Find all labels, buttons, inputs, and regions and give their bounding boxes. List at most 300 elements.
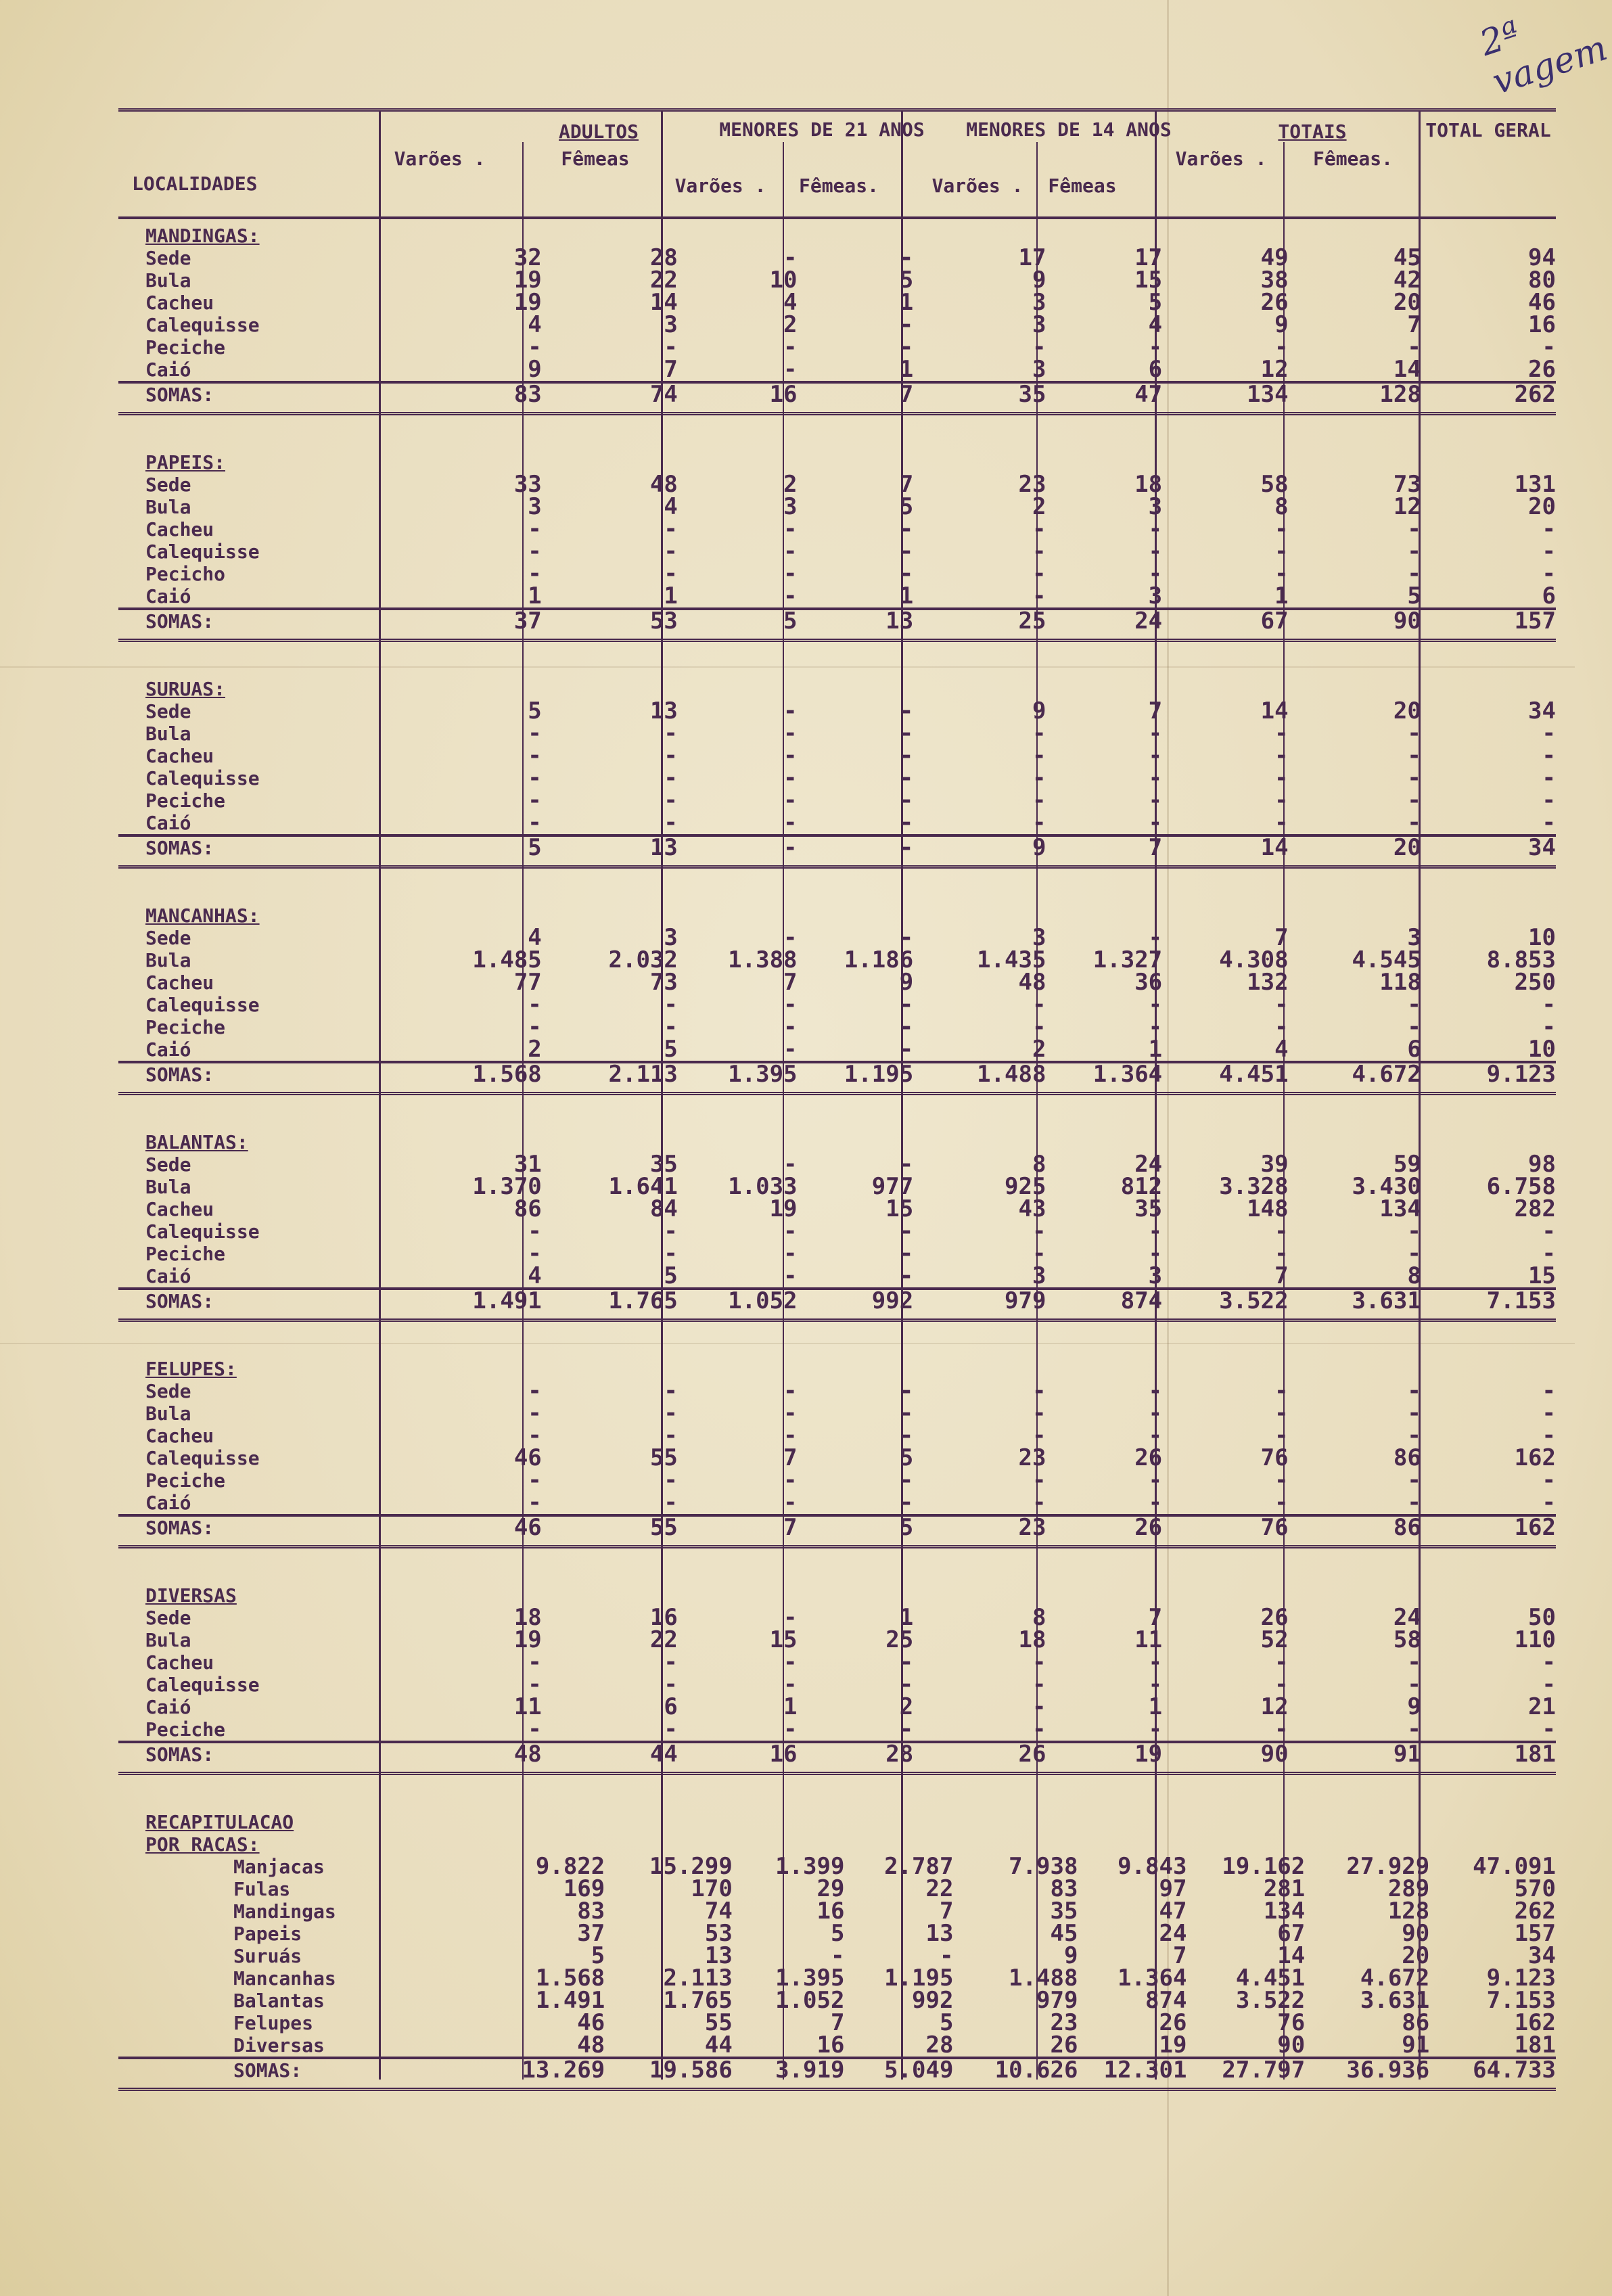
row-value: -: [899, 1240, 914, 1267]
row-value: -: [1274, 1013, 1289, 1040]
row-value: -: [1407, 1649, 1421, 1676]
row-value: 2: [1032, 493, 1046, 520]
row-value: -: [783, 809, 798, 836]
row-value: -: [664, 334, 678, 361]
row-value: 7.153: [1486, 1287, 1556, 1314]
row-value: -: [528, 787, 542, 814]
header-localidades: LOCALIDADES: [132, 173, 258, 195]
row-value: 42: [1393, 267, 1421, 294]
table-row: [118, 764, 1556, 791]
row-label: Peciche: [145, 1469, 226, 1492]
row-value: -: [1032, 334, 1046, 361]
row-value: 48: [577, 2031, 605, 2059]
row-value: 20: [1393, 834, 1421, 861]
row-value: -: [1032, 538, 1046, 565]
row-value: 3: [1032, 356, 1046, 383]
row-value: 1: [1148, 1693, 1163, 1720]
header-femeas-m14: Fêmeas: [1048, 175, 1117, 197]
row-value: -: [1274, 991, 1289, 1018]
row-value: -: [1274, 1489, 1289, 1516]
row-label: Caió: [145, 1038, 191, 1061]
row-value: -: [899, 1467, 914, 1494]
row-value: 12: [1393, 493, 1421, 520]
row-value: 20: [1528, 493, 1556, 520]
row-value: -: [783, 991, 798, 1018]
row-value: -: [664, 1013, 678, 1040]
row-value: -: [1032, 560, 1046, 587]
sub-column-line: [1283, 142, 1285, 2080]
row-value: 16: [816, 2031, 845, 2059]
row-label: Cacheu: [145, 1651, 214, 1674]
row-value: 5: [591, 1942, 605, 1969]
row-value: 977: [871, 1173, 914, 1200]
row-value: 13: [649, 834, 678, 861]
sub-column-line: [1036, 142, 1038, 2080]
group-title: FELUPES:: [145, 1358, 237, 1380]
row-value: 3: [1032, 1262, 1046, 1289]
row-value: -: [528, 764, 542, 791]
row-value: 262: [1514, 1898, 1556, 1925]
row-value: 58: [1393, 1626, 1421, 1653]
table-row: [118, 471, 1556, 498]
row-value: -: [1148, 1649, 1163, 1676]
row-value: 47.091: [1473, 1853, 1556, 1880]
row-value: -: [1148, 1467, 1163, 1494]
row-value: 26: [1134, 1444, 1163, 1471]
row-value: -: [1542, 1649, 1556, 1676]
group-title: MANDINGAS:: [145, 225, 260, 247]
row-value: 8.853: [1486, 946, 1556, 973]
row-value: 47: [1134, 381, 1163, 408]
row-value: -: [664, 1422, 678, 1449]
row-value: 3: [1148, 1262, 1163, 1289]
row-value: 250: [1514, 969, 1556, 996]
row-value: -: [1542, 787, 1556, 814]
row-label: Bula: [145, 949, 191, 971]
table-row: [118, 1262, 1556, 1289]
somas-row: [118, 1514, 1556, 1539]
row-value: 5: [664, 1262, 678, 1289]
row-value: 5: [899, 1444, 914, 1471]
row-value: 3.328: [1219, 1173, 1289, 1200]
row-value: 35: [1018, 381, 1046, 408]
row-value: 3.631: [1352, 1287, 1421, 1314]
row-value: 74: [649, 381, 678, 408]
row-value: -: [1407, 1377, 1421, 1404]
row-value: 3.522: [1235, 1987, 1306, 2014]
table-body: [118, 220, 1556, 2096]
row-value: 1.388: [728, 946, 798, 973]
table-row: [118, 1671, 1556, 1698]
row-value: 84: [649, 1195, 678, 1222]
row-value: 134: [1379, 1195, 1421, 1222]
row-value: -: [899, 560, 914, 587]
row-value: -: [664, 742, 678, 769]
row-value: 23: [1050, 2009, 1078, 2036]
row-label: SOMAS:: [145, 1063, 214, 1086]
row-value: 5: [899, 267, 914, 294]
table-row: [118, 1604, 1556, 1631]
row-value: 15.299: [649, 1853, 733, 1880]
group-separator: [118, 1539, 1556, 1580]
row-value: 1.395: [775, 1965, 845, 1992]
row-value: -: [783, 560, 798, 587]
table-row: [118, 560, 1556, 587]
group-separator: [118, 406, 1556, 446]
row-value: 48: [513, 1741, 542, 1768]
row-value: -: [1274, 538, 1289, 565]
row-value: 992: [912, 1987, 954, 2014]
row-value: -: [1274, 1671, 1289, 1698]
row-value: 53: [649, 607, 678, 635]
row-value: 5.049: [884, 2057, 954, 2084]
row-value: -: [1032, 720, 1046, 747]
row-label: Calequisse: [145, 1447, 260, 1469]
row-value: -: [783, 924, 798, 951]
row-value: -: [899, 334, 914, 361]
row-value: 98: [1528, 1151, 1556, 1178]
row-value: 26: [1134, 1514, 1163, 1541]
row-value: 2.032: [608, 946, 678, 973]
row-value: 1: [528, 582, 542, 610]
row-value: 83: [1050, 1875, 1078, 1902]
table-row: [118, 2031, 1556, 2059]
row-value: -: [1274, 1649, 1289, 1676]
row-value: 94: [1528, 244, 1556, 271]
row-value: 15: [1134, 267, 1163, 294]
row-value: 169: [563, 1875, 605, 1902]
row-value: -: [1407, 1400, 1421, 1427]
header-varoes-m14: Varões .: [931, 175, 1023, 197]
row-value: -: [664, 1467, 678, 1494]
row-label: Suruás: [233, 1945, 302, 1967]
row-value: -: [1148, 515, 1163, 543]
group-separator: [118, 1312, 1556, 1353]
row-value: -: [783, 834, 798, 861]
table-row: [118, 1173, 1556, 1200]
row-value: 14: [1393, 356, 1421, 383]
row-value: -: [528, 560, 542, 587]
row-value: -: [783, 1036, 798, 1063]
row-value: -: [1542, 1671, 1556, 1698]
row-value: -: [664, 1240, 678, 1267]
row-value: 48: [649, 471, 678, 498]
row-value: 52: [1260, 1626, 1289, 1653]
row-value: 4: [664, 493, 678, 520]
row-value: 4: [528, 924, 542, 951]
row-value: 1.435: [977, 946, 1046, 973]
row-value: -: [1274, 742, 1289, 769]
row-value: 15: [1528, 1262, 1556, 1289]
row-value: -: [783, 742, 798, 769]
row-value: 1.195: [844, 1061, 914, 1088]
row-value: -: [1032, 1649, 1046, 1676]
row-value: -: [899, 834, 914, 861]
row-value: 162: [1514, 2009, 1556, 2036]
row-value: -: [664, 1489, 678, 1516]
row-value: -: [1148, 334, 1163, 361]
row-value: 22: [649, 1626, 678, 1653]
row-value: -: [528, 1400, 542, 1427]
row-value: 3: [1148, 493, 1163, 520]
row-value: -: [664, 1671, 678, 1698]
row-value: 77: [513, 969, 542, 996]
row-value: 4.545: [1352, 946, 1421, 973]
table-row: [118, 1038, 1556, 1061]
row-value: -: [1032, 1400, 1046, 1427]
row-label: Mandingas: [233, 1900, 336, 1923]
row-value: -: [783, 1262, 798, 1289]
row-value: 91: [1393, 1741, 1421, 1768]
row-value: -: [1542, 515, 1556, 543]
group-title: DIVERSAS: [145, 1584, 237, 1607]
row-label: Caió: [145, 812, 191, 834]
row-value: -: [783, 697, 798, 725]
row-value: 55: [649, 1514, 678, 1541]
somas-row: [118, 381, 1556, 406]
row-value: 18: [1018, 1626, 1046, 1653]
row-value: 6.758: [1486, 1173, 1556, 1200]
row-value: -: [899, 1377, 914, 1404]
row-value: 157: [1514, 1920, 1556, 1947]
somas-row: [118, 1287, 1556, 1312]
row-value: 8: [1274, 493, 1289, 520]
sub-column-line: [522, 142, 524, 2080]
row-value: -: [783, 1422, 798, 1449]
row-value: 37: [577, 1920, 605, 1947]
row-value: -: [1032, 1467, 1046, 1494]
row-value: 36.936: [1346, 2057, 1430, 2084]
row-value: 5: [664, 1036, 678, 1063]
row-value: 47: [1159, 1898, 1187, 1925]
row-value: 26: [1260, 1604, 1289, 1631]
row-value: 74: [704, 1898, 733, 1925]
row-value: 36: [1134, 969, 1163, 996]
row-value: 23: [1018, 1514, 1046, 1541]
row-value: -: [1032, 1218, 1046, 1245]
table-row: [118, 789, 1556, 812]
row-value: 50: [1528, 1604, 1556, 1631]
row-value: -: [664, 1649, 678, 1676]
table-row: [118, 1489, 1556, 1516]
row-value: -: [1407, 334, 1421, 361]
row-value: -: [1274, 764, 1289, 791]
row-value: -: [1407, 742, 1421, 769]
row-value: -: [664, 515, 678, 543]
row-value: 4.308: [1219, 946, 1289, 973]
table-row: [118, 582, 1556, 610]
header-femeas-totais: Fêmeas.: [1312, 147, 1393, 170]
row-label: Calequisse: [145, 767, 260, 789]
row-value: -: [1148, 720, 1163, 747]
row-value: -: [664, 1377, 678, 1404]
row-value: 10: [1528, 1036, 1556, 1063]
sub-column-line: [783, 142, 784, 2080]
table-row: [118, 946, 1556, 973]
row-value: -: [1032, 764, 1046, 791]
row-value: 22: [649, 267, 678, 294]
row-value: 19.586: [649, 2057, 733, 2084]
row-label: Manjacas: [233, 1856, 325, 1878]
row-value: 24: [1134, 607, 1163, 635]
row-label: Peciche: [145, 1718, 226, 1741]
row-value: 1.641: [608, 1173, 678, 1200]
row-value: 1.765: [663, 1987, 733, 2014]
row-value: -: [1407, 1422, 1421, 1449]
row-value: -: [1542, 538, 1556, 565]
row-value: 3: [1032, 289, 1046, 316]
row-value: 5: [1407, 582, 1421, 610]
group-separator: [118, 859, 1556, 900]
row-value: 1.052: [728, 1287, 798, 1314]
row-value: 4: [1148, 311, 1163, 338]
row-value: 21: [1528, 1693, 1556, 1720]
row-value: 17: [1134, 244, 1163, 271]
row-value: -: [1148, 1400, 1163, 1427]
table-row: [118, 289, 1556, 316]
column-line: [1155, 112, 1157, 2080]
row-value: -: [664, 1400, 678, 1427]
header-femeas-m21: Fêmeas.: [798, 175, 879, 197]
row-value: 5: [830, 1920, 845, 1947]
row-value: 86: [513, 1195, 542, 1222]
row-value: 1: [899, 289, 914, 316]
row-value: 1.765: [608, 1287, 678, 1314]
row-value: -: [783, 1218, 798, 1245]
table-row: [118, 1402, 1556, 1425]
row-value: 4: [783, 289, 798, 316]
row-label: Sede: [145, 1153, 191, 1176]
row-value: -: [830, 1942, 845, 1969]
row-value: 20: [1393, 697, 1421, 725]
row-value: -: [783, 764, 798, 791]
row-value: 10: [769, 267, 798, 294]
row-value: -: [1274, 1400, 1289, 1427]
table-header: [118, 108, 1556, 220]
row-value: 14: [649, 289, 678, 316]
row-value: -: [664, 991, 678, 1018]
row-value: -: [899, 1262, 914, 1289]
row-value: 979: [1005, 1287, 1046, 1314]
row-label: Caió: [145, 359, 191, 381]
row-value: -: [1407, 538, 1421, 565]
row-value: 4: [528, 311, 542, 338]
row-value: 26: [1260, 289, 1289, 316]
row-value: 67: [1277, 1920, 1306, 1947]
row-value: -: [664, 1218, 678, 1245]
row-value: 10: [1528, 924, 1556, 951]
row-value: -: [1148, 1240, 1163, 1267]
row-value: -: [899, 1422, 914, 1449]
row-value: 5: [783, 607, 798, 635]
row-value: -: [528, 991, 542, 1018]
row-value: 110: [1514, 1626, 1556, 1653]
row-value: -: [899, 1649, 914, 1676]
row-value: 9: [1274, 311, 1289, 338]
row-value: 3.919: [775, 2057, 845, 2084]
row-label: Cacheu: [145, 971, 214, 994]
row-value: 7: [783, 969, 798, 996]
row-label: Sede: [145, 700, 191, 722]
row-value: 7: [1148, 834, 1163, 861]
row-value: -: [1274, 787, 1289, 814]
row-label: Calequisse: [145, 314, 260, 336]
row-value: 1.399: [775, 1853, 845, 1880]
row-value: 34: [1528, 1942, 1556, 1969]
row-value: -: [1148, 1671, 1163, 1698]
row-value: -: [664, 538, 678, 565]
row-value: 7: [1274, 924, 1289, 951]
table-row: [118, 244, 1556, 271]
row-label: SOMAS:: [145, 1517, 214, 1539]
row-value: -: [1542, 1489, 1556, 1516]
row-value: 26: [1050, 2031, 1078, 2059]
row-value: 67: [1260, 607, 1289, 635]
row-value: -: [783, 787, 798, 814]
table-row: [118, 311, 1556, 338]
row-value: 289: [1387, 1875, 1430, 1902]
row-value: -: [1274, 334, 1289, 361]
row-value: 55: [649, 1444, 678, 1471]
row-value: 35: [649, 1151, 678, 1178]
table-row: [118, 1220, 1556, 1243]
row-value: 3.430: [1352, 1173, 1421, 1200]
row-value: -: [1542, 1467, 1556, 1494]
row-value: 53: [704, 1920, 733, 1947]
row-label: SOMAS:: [145, 837, 214, 859]
row-label: Diversas: [233, 2034, 325, 2057]
row-value: 46: [513, 1444, 542, 1471]
row-value: -: [899, 515, 914, 543]
row-value: 86: [1393, 1514, 1421, 1541]
row-value: 97: [1159, 1875, 1187, 1902]
row-value: -: [1032, 515, 1046, 543]
row-value: 15: [769, 1626, 798, 1653]
somas-row: [118, 1741, 1556, 1766]
table-row: [118, 1693, 1556, 1720]
row-value: -: [1407, 809, 1421, 836]
row-value: -: [899, 1489, 914, 1516]
row-value: -: [939, 1942, 954, 1969]
row-value: -: [1148, 1377, 1163, 1404]
row-value: -: [783, 1400, 798, 1427]
table-row: [118, 742, 1556, 769]
row-value: 1.491: [535, 1987, 605, 2014]
row-value: -: [1542, 1422, 1556, 1449]
row-value: 1: [783, 1693, 798, 1720]
row-value: 1.186: [844, 946, 914, 973]
header-menores-14: MENORES DE 14 ANOS: [966, 118, 1172, 141]
row-value: 7: [899, 471, 914, 498]
row-value: 28: [925, 2031, 954, 2059]
row-value: 132: [1247, 969, 1289, 996]
row-value: -: [1274, 1467, 1289, 1494]
row-value: 90: [1260, 1741, 1289, 1768]
row-value: -: [1032, 742, 1046, 769]
row-value: 1.327: [1092, 946, 1163, 973]
table-row: [118, 1240, 1556, 1267]
row-label: Balantas: [233, 1990, 325, 2012]
row-value: 90: [1277, 2031, 1306, 2059]
row-value: -: [664, 809, 678, 836]
row-value: 19.162: [1222, 1853, 1306, 1880]
header-total-geral: TOTAL GERAL: [1425, 119, 1551, 141]
row-value: -: [528, 1489, 542, 1516]
row-label: Cacheu: [145, 1198, 214, 1220]
row-value: 46: [513, 1514, 542, 1541]
row-value: 3: [1032, 311, 1046, 338]
row-value: 925: [1005, 1173, 1046, 1200]
